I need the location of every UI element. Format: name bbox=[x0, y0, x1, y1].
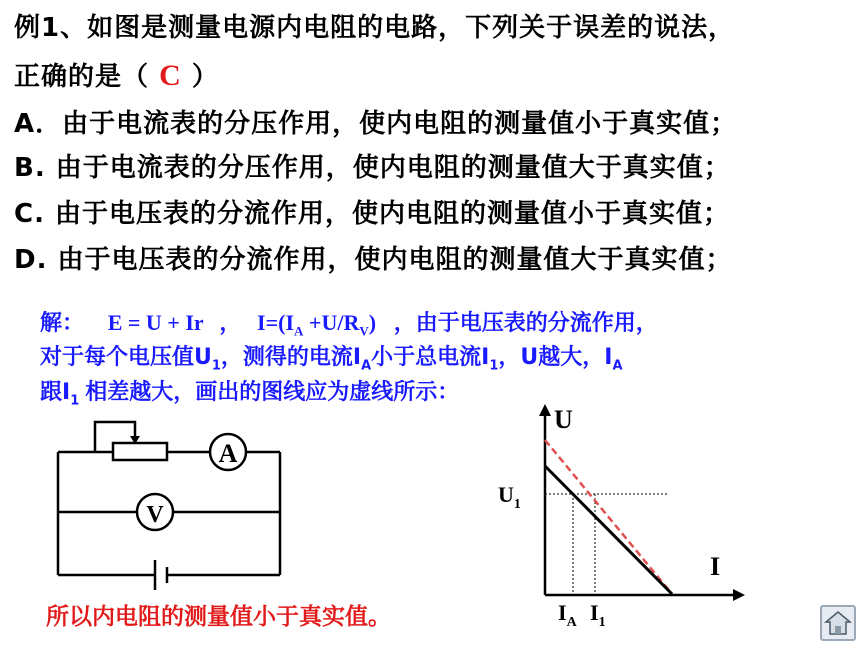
y-axis-label: U bbox=[554, 405, 573, 434]
answer-prefix: 正确的是（ bbox=[14, 62, 150, 92]
option-text: 由于电压表的分流作用，使内电阻的测量值大于真实值； bbox=[57, 245, 733, 275]
question-stem: 例1、如图是测量电源内电阻的电路，下列关于误差的说法， bbox=[14, 13, 736, 43]
solution-text: ，由于电压表的分流作用， bbox=[393, 311, 658, 336]
separator: ， bbox=[219, 311, 242, 336]
option-letter: D. bbox=[14, 245, 48, 275]
u1-label: $U_1$ bbox=[498, 482, 521, 512]
u-i-graph bbox=[480, 400, 780, 635]
solution-label: 解： bbox=[40, 311, 85, 336]
x-axis-label: I bbox=[710, 552, 721, 581]
svg-text:A: A bbox=[218, 439, 238, 468]
i1-label: $I_1$ bbox=[590, 600, 606, 630]
x-axis-arrow bbox=[733, 589, 745, 601]
ammeter bbox=[210, 434, 246, 470]
y-axis-arrow bbox=[539, 404, 551, 416]
answer-suffix: ） bbox=[191, 62, 219, 92]
option-b bbox=[14, 152, 731, 184]
option-text: 由于电流表的分压作用，使内电阻的测量值小于真实值； bbox=[62, 109, 738, 139]
option-letter: B. bbox=[14, 153, 46, 183]
home-button[interactable] bbox=[820, 605, 856, 641]
home-icon bbox=[822, 607, 854, 639]
option-d bbox=[14, 244, 733, 276]
solution-line-3: 跟$I_1$ 相差越大，画出的图线应为虚线所示： bbox=[40, 380, 460, 409]
option-text: 由于电压表的分流作用，使内电阻的测量值小于真实值； bbox=[55, 199, 731, 229]
question-answer-line bbox=[14, 60, 219, 93]
measured-ui-line bbox=[545, 466, 672, 594]
solution-line-2: 对于每个电压值$U_1$，测得的电流$I_A$小于总电流$I_1$，U越大，$I_A$ bbox=[40, 345, 623, 374]
solution-line-1 bbox=[40, 310, 658, 344]
equation-current: $I=(I_A +U/R_V)$ bbox=[257, 310, 377, 339]
option-c bbox=[14, 198, 730, 230]
option-text: 由于电流表的分压作用，使内电阻的测量值大于真实值； bbox=[55, 153, 731, 183]
voltmeter bbox=[137, 494, 173, 530]
svg-text:V: V bbox=[146, 502, 164, 528]
circuit-diagram bbox=[40, 410, 300, 590]
option-letter: C. bbox=[14, 199, 45, 229]
equation-emf: E = U + Ir bbox=[107, 310, 204, 335]
conclusion: 所以内电阻的测量值小于真实值。 bbox=[46, 604, 391, 630]
true-ui-dashed-line bbox=[545, 440, 672, 594]
option-letter: A． bbox=[14, 109, 63, 139]
rheostat bbox=[113, 443, 167, 460]
ia-label: $I_A$ bbox=[558, 600, 577, 630]
option-a bbox=[14, 108, 737, 140]
answer-letter: C bbox=[159, 59, 182, 92]
